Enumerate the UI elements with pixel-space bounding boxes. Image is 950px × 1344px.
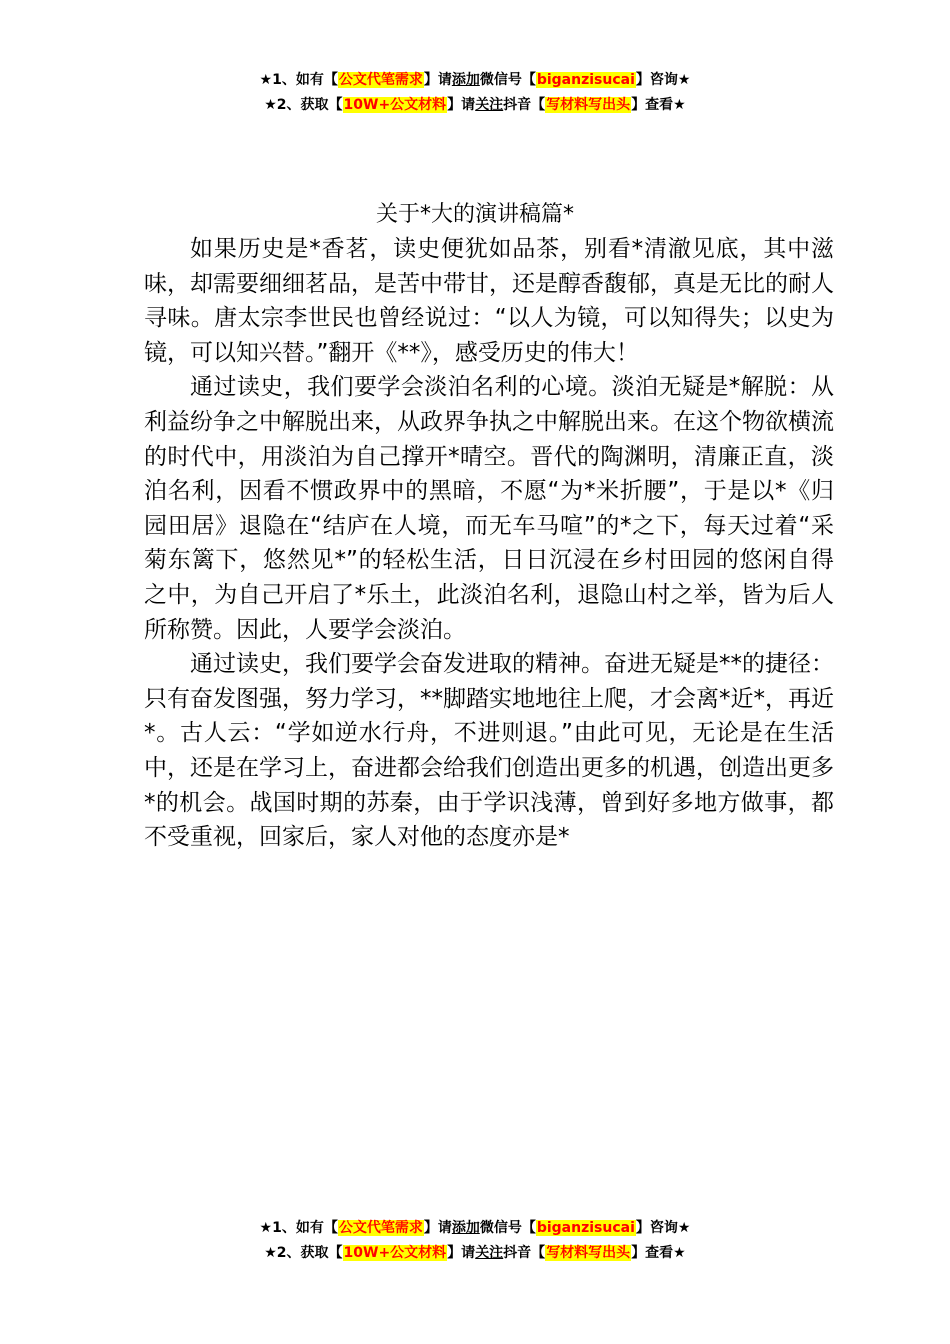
document-body: [144, 232, 834, 855]
document-title: 关于*大的演讲稿篇*: [375, 202, 574, 227]
promo-text: ★2、获取【: [264, 1245, 343, 1261]
promo-text: 微信号【: [479, 1220, 536, 1236]
promo-douyin-id: 写材料写出头: [546, 1245, 631, 1261]
promo-underlined: 关注: [475, 1245, 504, 1261]
promo-underlined: 添加: [451, 72, 480, 88]
promo-text: 】请: [423, 1220, 452, 1236]
promo-text: 抖音【: [503, 97, 546, 113]
paragraph: 如果历史是*香茗，读史便犹如品茶，别看*清澈见底，其中滋味，却需要细细茗品，是苦中带甘，还是醇香馥郁，真是无比的耐人寻味。唐太宗李世民也曾经说过：“以人为镜，可以知得失；以史为镜，可以知兴替。”翻开《**》，感受历史的伟大！: [144, 236, 834, 366]
promo-wechat-id: biganzisucai: [536, 1220, 635, 1236]
promo-wechat-id: biganzisucai: [536, 72, 635, 88]
promo-text: ★1、如有【: [259, 1220, 338, 1236]
paragraph: 通过读史，我们要学会淡泊名利的心境。淡泊无疑是*解脱：从利益纷争之中解脱出来，从政界争执之中解脱出来。在这个物欲横流的时代中，用淡泊为自己撑开*晴空。晋代的陶渊明，清廉正直，淡泊名利，因看不惯政界中的黑暗，不愿“为*米折腰”，于是以*《归园田居》退隐在“结庐在人境，而无车马喧”的*之下，每天过着“采菊东篱下，悠然见*”的轻松生活，日日沉浸在乡村田园的悠闲自得之中，为自己开启了*乐土，此淡泊名利，退隐山村之举，皆为后人所称赞。因此，人要学会淡泊。: [144, 374, 834, 643]
promo-highlight: 10W+公文材料: [343, 97, 447, 113]
promo-underlined: 添加: [451, 1220, 480, 1236]
promo-highlight: 10W+公文材料: [343, 1245, 447, 1261]
promo-highlight: 公文代笔需求: [338, 72, 423, 88]
promo-text: 】查看★: [631, 1245, 686, 1261]
promo-text: ★2、获取【: [264, 97, 343, 113]
promo-line-1: [0, 1216, 950, 1241]
promo-text: 】请: [447, 97, 476, 113]
promo-highlight: 公文代笔需求: [338, 1220, 423, 1236]
promo-line-1: [0, 68, 950, 93]
paragraph: 通过读史，我们要学会奋发进取的精神。奋进无疑是**的捷径：只有奋发图强，努力学习，**脚踏实地地往上爬，才会离*近*，再近*。古人云：“学如逆水行舟，不进则退。”由此可见，无论是在生活中，还是在学习上，奋进都会给我们创造出更多的机遇，创造出更多*的机会。战国时期的苏秦，由于学识浅薄，曾到好多地方做事，都不受重视，回家后，家人对他的态度亦是*: [144, 651, 834, 851]
promo-text: 微信号【: [479, 72, 536, 88]
promo-text: 抖音【: [503, 1245, 546, 1261]
promo-text: 】查看★: [631, 97, 686, 113]
promo-text: 】咨询★: [635, 72, 691, 88]
promo-line-2: [0, 1241, 950, 1266]
promo-text: 】咨询★: [635, 1220, 691, 1236]
promo-footer: [0, 1216, 950, 1266]
promo-text: ★1、如有【: [259, 72, 338, 88]
promo-text: 】请: [423, 72, 452, 88]
promo-text: 】请: [447, 1245, 476, 1261]
promo-underlined: 关注: [475, 97, 504, 113]
promo-header: [0, 68, 950, 118]
promo-douyin-id: 写材料写出头: [546, 97, 631, 113]
promo-line-2: [0, 93, 950, 118]
